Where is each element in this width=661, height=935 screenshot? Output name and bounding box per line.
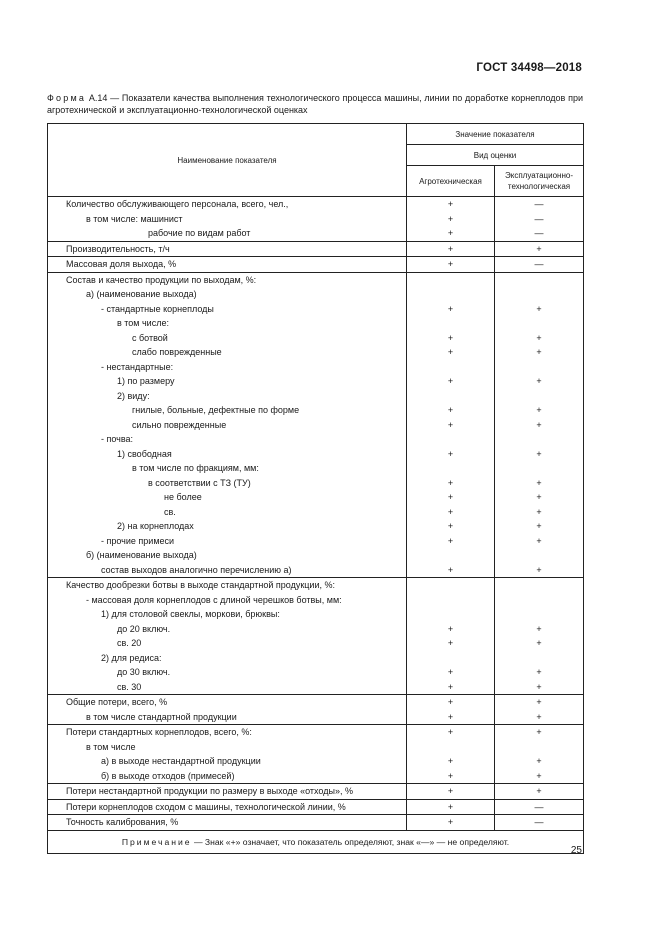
indicator-line: а) в выходе нестандартной продукции: [101, 756, 261, 766]
table-row: [48, 695, 584, 725]
header-expl-line-1: Эксплуатационно-: [505, 171, 573, 180]
indicator-name-cell: [48, 725, 407, 784]
expl-value-cell: [495, 815, 584, 831]
header-name-cell: Наименование показателя: [48, 124, 407, 197]
agro-mark: +: [447, 259, 454, 269]
indicator-line: в том числе:: [117, 318, 169, 328]
page-number: 25: [570, 845, 582, 856]
expl-mark: [495, 548, 583, 563]
agro-mark: +: [447, 506, 454, 517]
indicator-line: 1) для столовой свеклы, моркови, брюквы:: [101, 609, 280, 619]
agro-value-cell: [407, 799, 495, 815]
expl-value-cell: [495, 799, 584, 815]
indicator-line: в том числе стандартной продукции: [86, 711, 237, 722]
table-row: [48, 241, 584, 257]
agro-mark: +: [447, 199, 454, 209]
agro-value-cell: [407, 197, 495, 242]
indicator-line: св.: [164, 506, 176, 517]
indicator-line: 2) для редиса:: [101, 652, 162, 663]
indicator-name-cell: [48, 197, 407, 242]
expl-mark: —: [534, 213, 544, 224]
expl-mark: +: [536, 638, 542, 648]
expl-mark: +: [536, 770, 542, 781]
expl-mark: +: [536, 667, 542, 677]
agro-mark: +: [447, 376, 454, 386]
agro-mark: [407, 593, 494, 608]
agro-mark: [407, 740, 494, 755]
expl-value-cell: [495, 197, 584, 242]
agro-mark: [407, 578, 494, 593]
indicator-line: св. 30: [117, 681, 142, 692]
expl-mark: [495, 651, 583, 666]
agro-mark: +: [447, 667, 454, 677]
agro-mark: +: [447, 521, 454, 531]
expl-mark: [495, 360, 583, 375]
expl-mark: [495, 607, 583, 622]
indicator-line: Количество обслуживающего персонала, всего, чел.,: [66, 199, 289, 209]
indicator-line: в том числе: [86, 741, 136, 752]
indicator-line: Массовая доля выхода, %: [66, 259, 177, 269]
expl-value-cell: [495, 257, 584, 273]
agro-mark: [407, 548, 494, 563]
indicator-line: св. 20: [117, 638, 142, 648]
agro-mark: +: [447, 756, 454, 766]
indicator-line: до 20 включ.: [117, 623, 171, 634]
expl-mark: +: [536, 535, 542, 546]
agro-mark: [407, 607, 494, 622]
agro-value-cell: [407, 815, 495, 831]
expl-mark: +: [536, 492, 542, 502]
agro-mark: +: [447, 727, 454, 737]
agro-mark: [407, 360, 494, 375]
expl-mark: +: [536, 711, 542, 722]
indicator-name-cell: [48, 272, 407, 578]
expl-mark: +: [536, 623, 542, 634]
indicator-name-cell: [48, 257, 407, 273]
agro-mark: [407, 389, 494, 404]
agro-mark: +: [447, 228, 454, 238]
expl-mark: +: [536, 756, 542, 766]
expl-mark: [495, 578, 583, 593]
agro-mark: +: [447, 801, 454, 812]
indicator-line: 2) на корнеплодах: [117, 521, 194, 531]
agro-mark: +: [447, 405, 454, 415]
indicator-line: Потери нестандартной продукции по размеру в выходе «отходы», %: [66, 786, 353, 796]
agro-mark: [407, 461, 494, 476]
indicator-line: 2) виду:: [117, 390, 150, 401]
indicator-line: в том числе по фракциям, мм:: [132, 463, 259, 473]
expl-value-cell: [495, 695, 584, 725]
expl-mark: +: [536, 681, 542, 692]
agro-mark: +: [447, 681, 454, 692]
agro-value-cell: [407, 241, 495, 257]
agro-value-cell: [407, 695, 495, 725]
expl-mark: +: [536, 332, 542, 343]
expl-mark: +: [536, 448, 542, 459]
caption-text: А.14 — Показатели качества выполнения технологического процесса машины, линии по доработке корнеплодов при агротехнической и эксплуатационно-технологической оценках: [47, 93, 583, 115]
agro-mark: [407, 316, 494, 331]
expl-mark: —: [534, 228, 544, 238]
table-caption: [47, 92, 583, 116]
agro-mark: [407, 651, 494, 666]
indicator-line: - нестандартные:: [101, 361, 174, 372]
agro-mark: +: [447, 347, 454, 357]
indicator-line: 1) свободная: [117, 448, 172, 459]
caption-form-word: Форма: [47, 93, 87, 103]
expl-mark: —: [534, 801, 544, 812]
indicator-line: 1) по размеру: [117, 376, 175, 386]
indicator-line: Общие потери, всего, %: [66, 697, 168, 707]
expl-mark: [495, 432, 583, 447]
indicator-line: Потери стандартных корнеплодов, всего, %:: [66, 727, 252, 737]
indicator-line: не более: [164, 492, 202, 502]
agro-mark: +: [447, 786, 454, 796]
indicator-line: слабо поврежденные: [132, 347, 222, 357]
expl-mark: [495, 273, 583, 288]
indicator-name-cell: [48, 241, 407, 257]
indicator-line: Производительность, т/ч: [66, 243, 170, 254]
indicator-name-cell: [48, 799, 407, 815]
table-row: [48, 197, 584, 242]
expl-mark: [495, 740, 583, 755]
agro-mark: +: [447, 817, 454, 827]
header-expl-cell: [495, 166, 584, 197]
document-code: ГОСТ 34498—2018: [476, 62, 582, 74]
expl-value-cell: [495, 784, 584, 800]
expl-mark: +: [536, 405, 542, 415]
agro-mark: +: [447, 303, 454, 314]
agro-value-cell: [407, 578, 495, 695]
indicator-line: Состав и качество продукции по выходам, %:: [66, 274, 257, 285]
indicator-line: с ботвой: [132, 332, 168, 343]
agro-mark: [407, 287, 494, 302]
indicator-line: Точность калибрования, %: [66, 817, 179, 827]
expl-mark: +: [536, 419, 542, 430]
expl-mark: +: [536, 786, 542, 796]
header-eval-cell: Вид оценки: [407, 145, 584, 166]
indicator-line: сильно поврежденные: [132, 419, 227, 430]
agro-mark: +: [447, 419, 454, 430]
expl-mark: +: [536, 506, 542, 517]
indicator-line: а) (наименование выхода): [86, 289, 197, 299]
agro-mark: +: [447, 770, 454, 781]
expl-mark: +: [536, 243, 542, 254]
indicator-line: до 30 включ.: [117, 667, 171, 677]
expl-mark: +: [536, 376, 542, 386]
note-text: — Знак «+» означает, что показатель определяют, знак «—» — не определяют.: [191, 836, 510, 847]
indicator-line: - стандартные корнеплоды: [101, 303, 214, 314]
expl-mark: [495, 389, 583, 404]
indicator-line: в соответствии с ТЗ (ТУ): [148, 477, 251, 488]
header-value-cell: Значение показателя: [407, 124, 584, 145]
expl-value-cell: [495, 578, 584, 695]
note-word: Примечание: [121, 836, 192, 847]
expl-mark: [495, 287, 583, 302]
expl-mark: +: [536, 303, 542, 314]
indicator-line: - почва:: [101, 434, 134, 444]
table-note: [48, 830, 584, 853]
agro-mark: +: [447, 535, 454, 546]
indicator-line: - прочие примеси: [101, 535, 175, 546]
expl-value-cell: [495, 725, 584, 784]
indicator-line: - массовая доля корнеплодов с длиной черешков ботвы, мм:: [86, 594, 342, 605]
indicator-name-cell: [48, 784, 407, 800]
expl-mark: —: [534, 817, 544, 827]
expl-mark: +: [536, 727, 542, 737]
agro-value-cell: [407, 272, 495, 578]
expl-mark: [495, 593, 583, 608]
expl-mark: [495, 461, 583, 476]
agro-mark: [407, 273, 494, 288]
expl-mark: +: [536, 477, 542, 488]
header-expl-line-2: технологическая: [507, 182, 571, 191]
agro-mark: +: [447, 697, 454, 707]
indicator-line: б) (наименование выхода): [86, 550, 197, 560]
expl-value-cell: [495, 272, 584, 578]
indicator-name-cell: [48, 578, 407, 695]
expl-mark: —: [534, 259, 544, 269]
header-agro-cell: Агротехническая: [407, 166, 495, 197]
agro-mark: +: [447, 332, 454, 343]
indicator-line: гнилые, больные, дефектные по форме: [132, 405, 300, 415]
indicator-name-cell: [48, 815, 407, 831]
table-row: [48, 257, 584, 273]
indicator-line: Качество дообрезки ботвы в выходе стандартной продукции, %:: [66, 580, 335, 590]
agro-mark: +: [447, 448, 454, 459]
expl-mark: +: [536, 347, 542, 357]
agro-mark: +: [447, 711, 454, 722]
agro-mark: +: [447, 638, 454, 648]
indicator-line: рабочие по видам работ: [148, 228, 251, 238]
expl-mark: +: [536, 697, 542, 707]
agro-value-cell: [407, 257, 495, 273]
table-row: [48, 799, 584, 815]
table-row: [48, 578, 584, 695]
table-body: [48, 197, 584, 831]
indicator-line: б) в выходе отходов (примесей): [101, 770, 235, 781]
table-row: [48, 784, 584, 800]
expl-mark: +: [536, 564, 542, 575]
agro-mark: [407, 432, 494, 447]
agro-mark: +: [447, 213, 454, 224]
table-row: [48, 272, 584, 578]
indicator-line: Потери корнеплодов сходом с машины, технологической линии, %: [66, 801, 346, 812]
indicator-line: в том числе: машинист: [86, 213, 183, 224]
agro-mark: +: [447, 492, 454, 502]
table-row: [48, 725, 584, 784]
indicators-table: [47, 123, 584, 854]
expl-mark: —: [534, 199, 544, 209]
agro-mark: +: [447, 477, 454, 488]
expl-value-cell: [495, 241, 584, 257]
agro-mark: +: [447, 564, 454, 575]
indicator-line: состав выходов аналогично перечислению а): [101, 564, 292, 575]
agro-value-cell: [407, 725, 495, 784]
expl-mark: [495, 316, 583, 331]
table-row: [48, 815, 584, 831]
expl-mark: +: [536, 521, 542, 531]
agro-mark: +: [447, 623, 454, 634]
agro-value-cell: [407, 784, 495, 800]
indicator-name-cell: [48, 695, 407, 725]
agro-mark: +: [447, 243, 454, 254]
